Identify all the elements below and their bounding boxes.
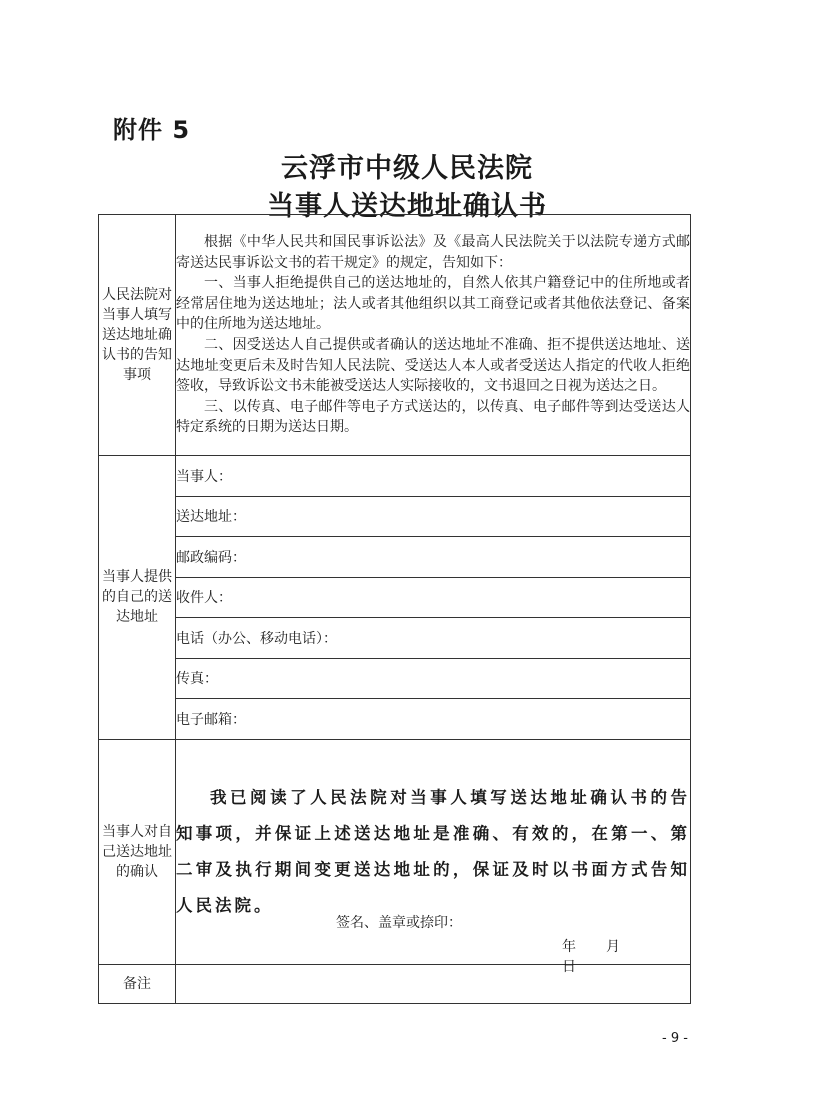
confirmation-row: [99, 739, 691, 964]
notice-paragraph: 根据《中华人民共和国民事诉讼法》及《最高人民法院关于以法院专递方式邮寄送达民事诉讼文书的若干规定》的规定，告知如下：: [176, 234, 690, 271]
day-label: 日: [562, 958, 576, 975]
postal-code-field[interactable]: 邮政编码：: [176, 537, 691, 578]
date-line: [562, 936, 690, 976]
confirmation-content: [176, 739, 691, 975]
notice-paragraph: 三、以传真、电子邮件等电子方式送达的，以传真、电子邮件等到达受送达人特定系统的日期为送达日期。: [176, 398, 690, 436]
notice-paragraph: 一、当事人拒绝提供自己的送达地址的，自然人依其户籍登记中的住所地或者经常居住地为送达地址；法人或者其他组织以其工商登记或者其他依法登记、备案中的住所地为送达地址。: [176, 275, 690, 333]
notice-paragraph: 二、因受送达人自己提供或者确认的送达地址不准确、拒不提供送达地址、送达地址变更后未及时告知人民法院、受送达人本人或者受送达人指定的代收人拒绝签收，导致诉讼文书未能被受送达人实际接收的，文书退回之日视为送达之日。: [176, 337, 690, 395]
field-row-email: [99, 699, 691, 740]
attachment-label: 附件 5: [113, 116, 191, 144]
address-section-label: 当事人提供的自己的送达地址: [99, 456, 176, 740]
year-label: 年: [562, 938, 576, 955]
notice-content: [176, 215, 691, 456]
party-name-field[interactable]: 当事人：: [176, 456, 691, 497]
field-row-address: [99, 496, 691, 537]
field-row-fax: [99, 658, 691, 699]
court-name: 云浮市中级人民法院: [281, 153, 533, 184]
fax-field[interactable]: 传真：: [176, 658, 691, 699]
email-field[interactable]: 电子邮箱：: [176, 699, 691, 740]
notice-label: 人民法院对当事人填写送达地址确认书的告知事项: [99, 215, 176, 456]
field-row-postcode: [99, 537, 691, 578]
recipient-field[interactable]: 收件人：: [176, 577, 691, 618]
field-row-recipient: [99, 577, 691, 618]
notice-row: [99, 215, 691, 456]
remark-label: 备注: [99, 964, 176, 1003]
confirmation-label: 当事人对自己送达地址的确认: [99, 739, 176, 964]
confirmation-statement: 我已阅读了人民法院对当事人填写送达地址确认书的告知事项，并保证上述送达地址是准确、有效的，在第一、第二审及执行期间变更送达地址的，保证及时以书面方式告知人民法院。: [176, 787, 690, 915]
field-row-phone: [99, 618, 691, 659]
month-label: 月: [606, 938, 620, 955]
field-row-party: [99, 456, 691, 497]
signature-label: 签名、盖章或捺印：: [336, 914, 462, 931]
page-number: - 9 -: [662, 1031, 688, 1046]
address-confirmation-form: [98, 214, 691, 1004]
delivery-address-field[interactable]: 送达地址：: [176, 496, 691, 537]
phone-field[interactable]: 电话（办公、移动电话）：: [176, 618, 691, 659]
document-title: 当事人送达地址确认书: [267, 191, 547, 222]
